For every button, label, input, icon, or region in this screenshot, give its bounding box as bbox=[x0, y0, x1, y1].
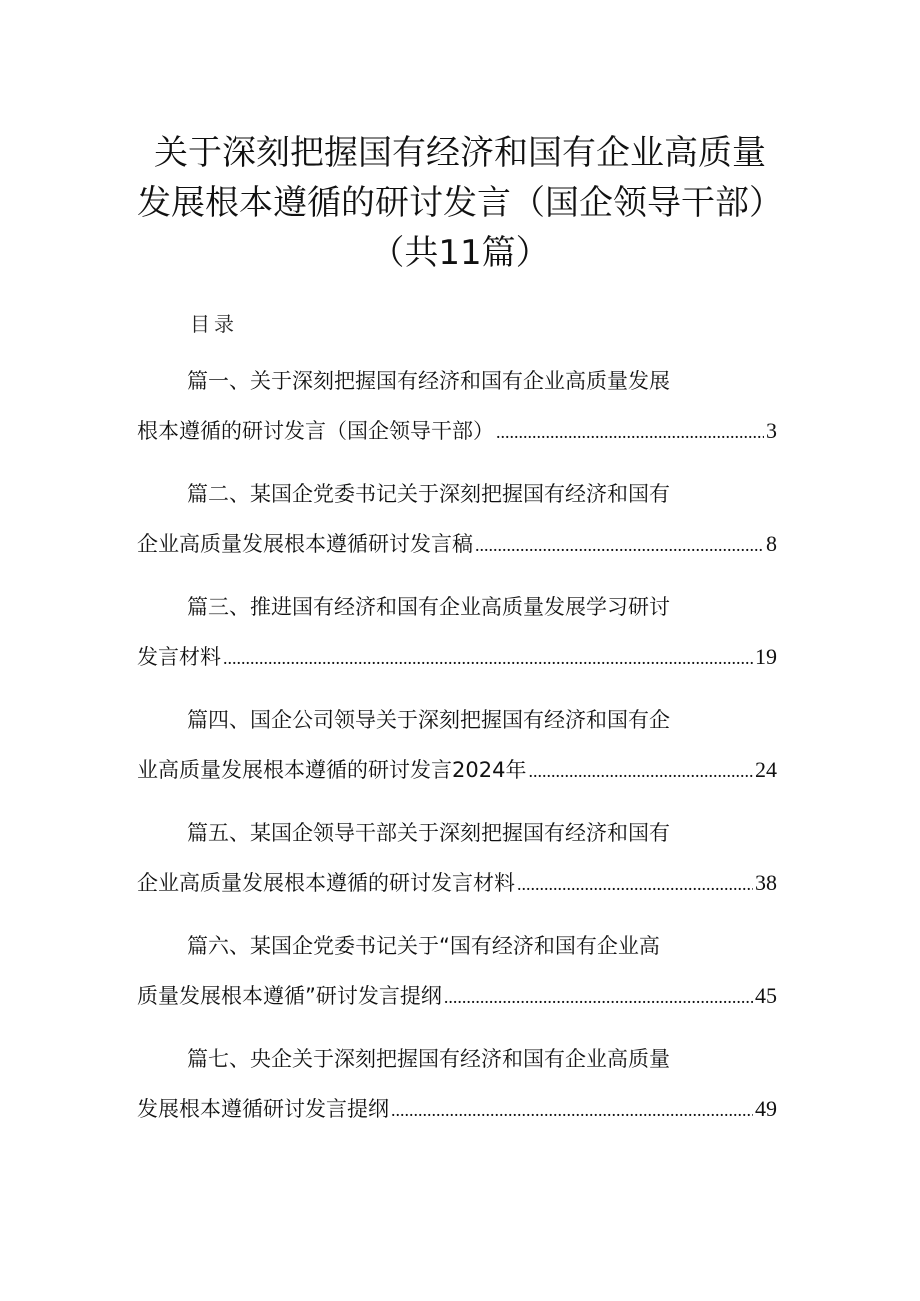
toc-entry-2[interactable] bbox=[137, 469, 777, 582]
toc-entry-title-line2: 根本遵循的研讨发言（国企领导干部） bbox=[137, 419, 494, 443]
toc-entry-title-line2: 发展根本遵循研讨发言提纲 bbox=[137, 1097, 389, 1121]
toc-entry-title-line1: 篇四、国企公司领导关于深刻把握国有经济和国有企 bbox=[187, 708, 670, 732]
toc-entry-title-line1: 篇七、央企关于深刻把握国有经济和国有企业高质量 bbox=[187, 1047, 670, 1071]
toc-entry-title-line2: 业高质量发展根本遵循的研讨发言2024年 bbox=[137, 758, 527, 782]
dot-leader bbox=[223, 633, 753, 683]
toc-entry-title-line2-row bbox=[137, 971, 777, 1034]
document-title bbox=[90, 128, 830, 278]
toc-entry-title-line2: 企业高质量发展根本遵循的研讨发言材料 bbox=[137, 871, 515, 895]
dot-leader bbox=[475, 520, 764, 570]
dot-leader bbox=[517, 859, 753, 909]
toc-entry-6[interactable] bbox=[137, 921, 777, 1034]
toc-entry-7[interactable] bbox=[137, 1034, 777, 1147]
toc-entry-title-line2: 质量发展根本遵循”研讨发言提纲 bbox=[137, 984, 442, 1008]
toc-entry-title-line2-row bbox=[137, 745, 777, 808]
toc-page-number: 3 bbox=[766, 418, 777, 443]
toc-entry-5[interactable] bbox=[137, 808, 777, 921]
toc-page-number: 38 bbox=[755, 870, 777, 895]
toc-page-number: 45 bbox=[755, 983, 777, 1008]
toc-page-number: 19 bbox=[755, 644, 777, 669]
toc-entry-3[interactable] bbox=[137, 582, 777, 695]
title-line-1: 关于深刻把握国有经济和国有企业高质量 bbox=[154, 133, 766, 173]
toc-entry-title-line1: 篇五、某国企领导干部关于深刻把握国有经济和国有 bbox=[187, 821, 670, 845]
dot-leader bbox=[496, 407, 764, 457]
dot-leader bbox=[528, 746, 753, 796]
toc-entry-4[interactable] bbox=[137, 695, 777, 808]
toc-heading: 目录 bbox=[190, 312, 238, 336]
title-line-2: 发展根本遵循的研讨发言（国企领导干部） bbox=[137, 183, 783, 223]
toc-page-number: 8 bbox=[766, 531, 777, 556]
toc-entry-title-line2-row bbox=[137, 406, 777, 469]
toc-entry-title-line2-row bbox=[137, 1084, 777, 1147]
toc-entry-title-line1: 篇一、关于深刻把握国有经济和国有企业高质量发展 bbox=[187, 369, 670, 393]
toc-entry-title-line1: 篇六、某国企党委书记关于“国有经济和国有企业高 bbox=[187, 934, 660, 958]
toc-entry-title-line1: 篇二、某国企党委书记关于深刻把握国有经济和国有 bbox=[187, 482, 670, 506]
toc-entry-title-line2: 企业高质量发展根本遵循研讨发言稿 bbox=[137, 532, 473, 556]
toc-entry-title-line2: 发言材料 bbox=[137, 645, 221, 669]
title-line-3: （共11篇） bbox=[370, 233, 550, 273]
dot-leader bbox=[444, 972, 753, 1022]
toc-page-number: 49 bbox=[755, 1096, 777, 1121]
toc-entry-1[interactable] bbox=[137, 356, 777, 469]
toc-entry-title-line2-row bbox=[137, 519, 777, 582]
toc-entry-title-line2-row bbox=[137, 632, 777, 695]
dot-leader bbox=[391, 1085, 753, 1135]
toc-page-number: 24 bbox=[755, 757, 777, 782]
table-of-contents bbox=[137, 356, 777, 1147]
toc-entry-title-line1: 篇三、推进国有经济和国有企业高质量发展学习研讨 bbox=[187, 595, 670, 619]
toc-entry-title-line2-row bbox=[137, 858, 777, 921]
